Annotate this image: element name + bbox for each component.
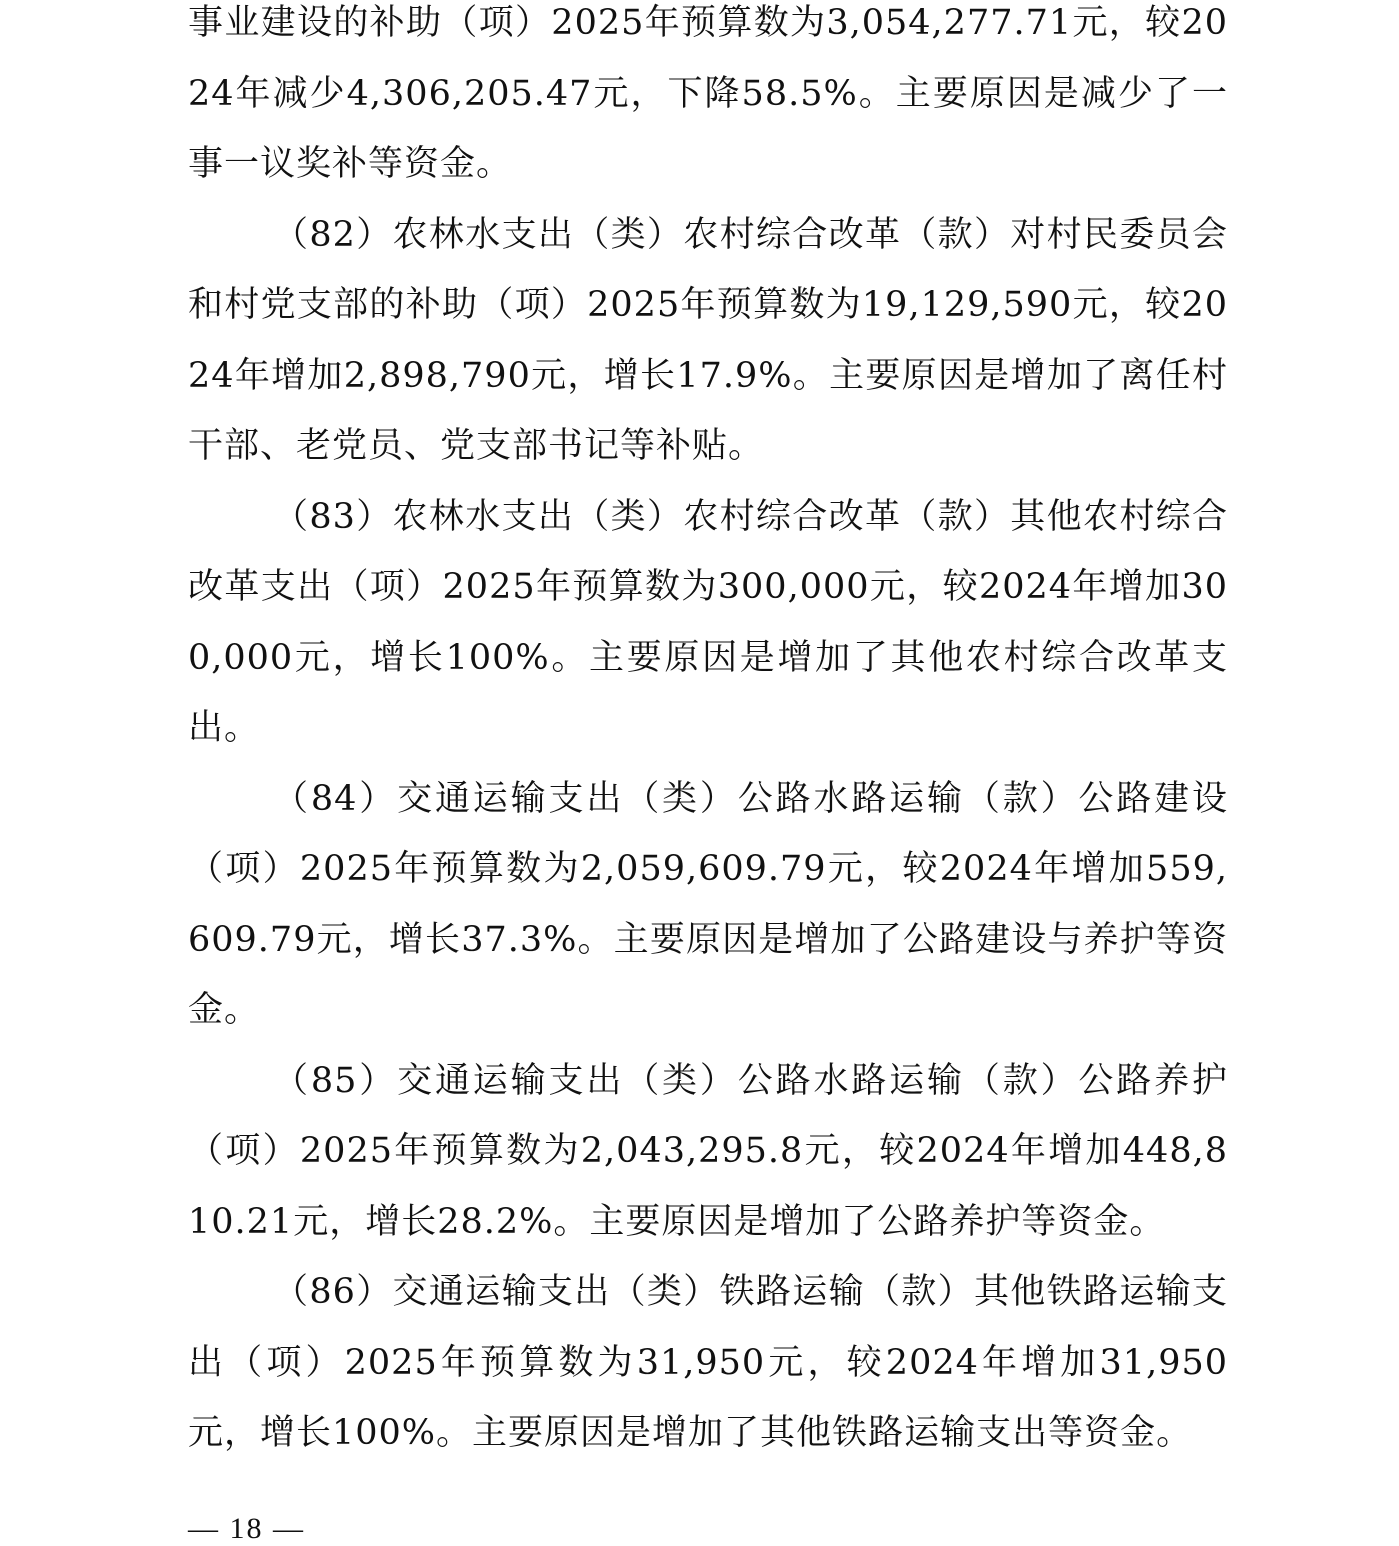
paragraph-item-86: （86）交通运输支出（类）铁路运输（款）其他铁路运输支出（项）2025年预算数为31,950元，较2024年增加31,950元，增长100%。主要原因是增加了其他铁路运输支出等资金。 (188, 1272, 1228, 1453)
paragraph-item-83: （83）农林水支出（类）农村综合改革（款）其他农村综合改革支出（项）2025年预算数为300,000元，较2024年增加300,000元，增长100%。主要原因是增加了其他农村综合改革支出。 (188, 496, 1228, 748)
paragraph-item-82: （82）农林水支出（类）农村综合改革（款）对村民委员会和村党支部的补助（项）2025年预算数为19,129,590元，较2024年增加2,898,790元，增长17.9%。主要原因是增加了离任村干部、老党员、党支部书记等补贴。 (188, 214, 1228, 466)
paragraph-item-85: （85）交通运输支出（类）公路水路运输（款）公路养护（项）2025年预算数为2,043,295.8元，较2024年增加448,810.21元，增长28.2%。主要原因是增加了公路养护等资金。 (188, 1060, 1228, 1242)
paragraph-item-84: （84）交通运输支出（类）公路水路运输（款）公路建设（项）2025年预算数为2,059,609.79元，较2024年增加559,609.79元，增长37.3%。主要原因是增加了公路建设与养护等资金。 (188, 778, 1228, 1030)
page-number: — 18 — (188, 1512, 305, 1545)
document-body (188, 0, 1228, 1469)
paragraph-continuation: 事业建设的补助（项）2025年预算数为3,054,277.71元，较2024年减少4,306,205.47元，下降58.5%。主要原因是减少了一事一议奖补等资金。 (188, 3, 1228, 184)
